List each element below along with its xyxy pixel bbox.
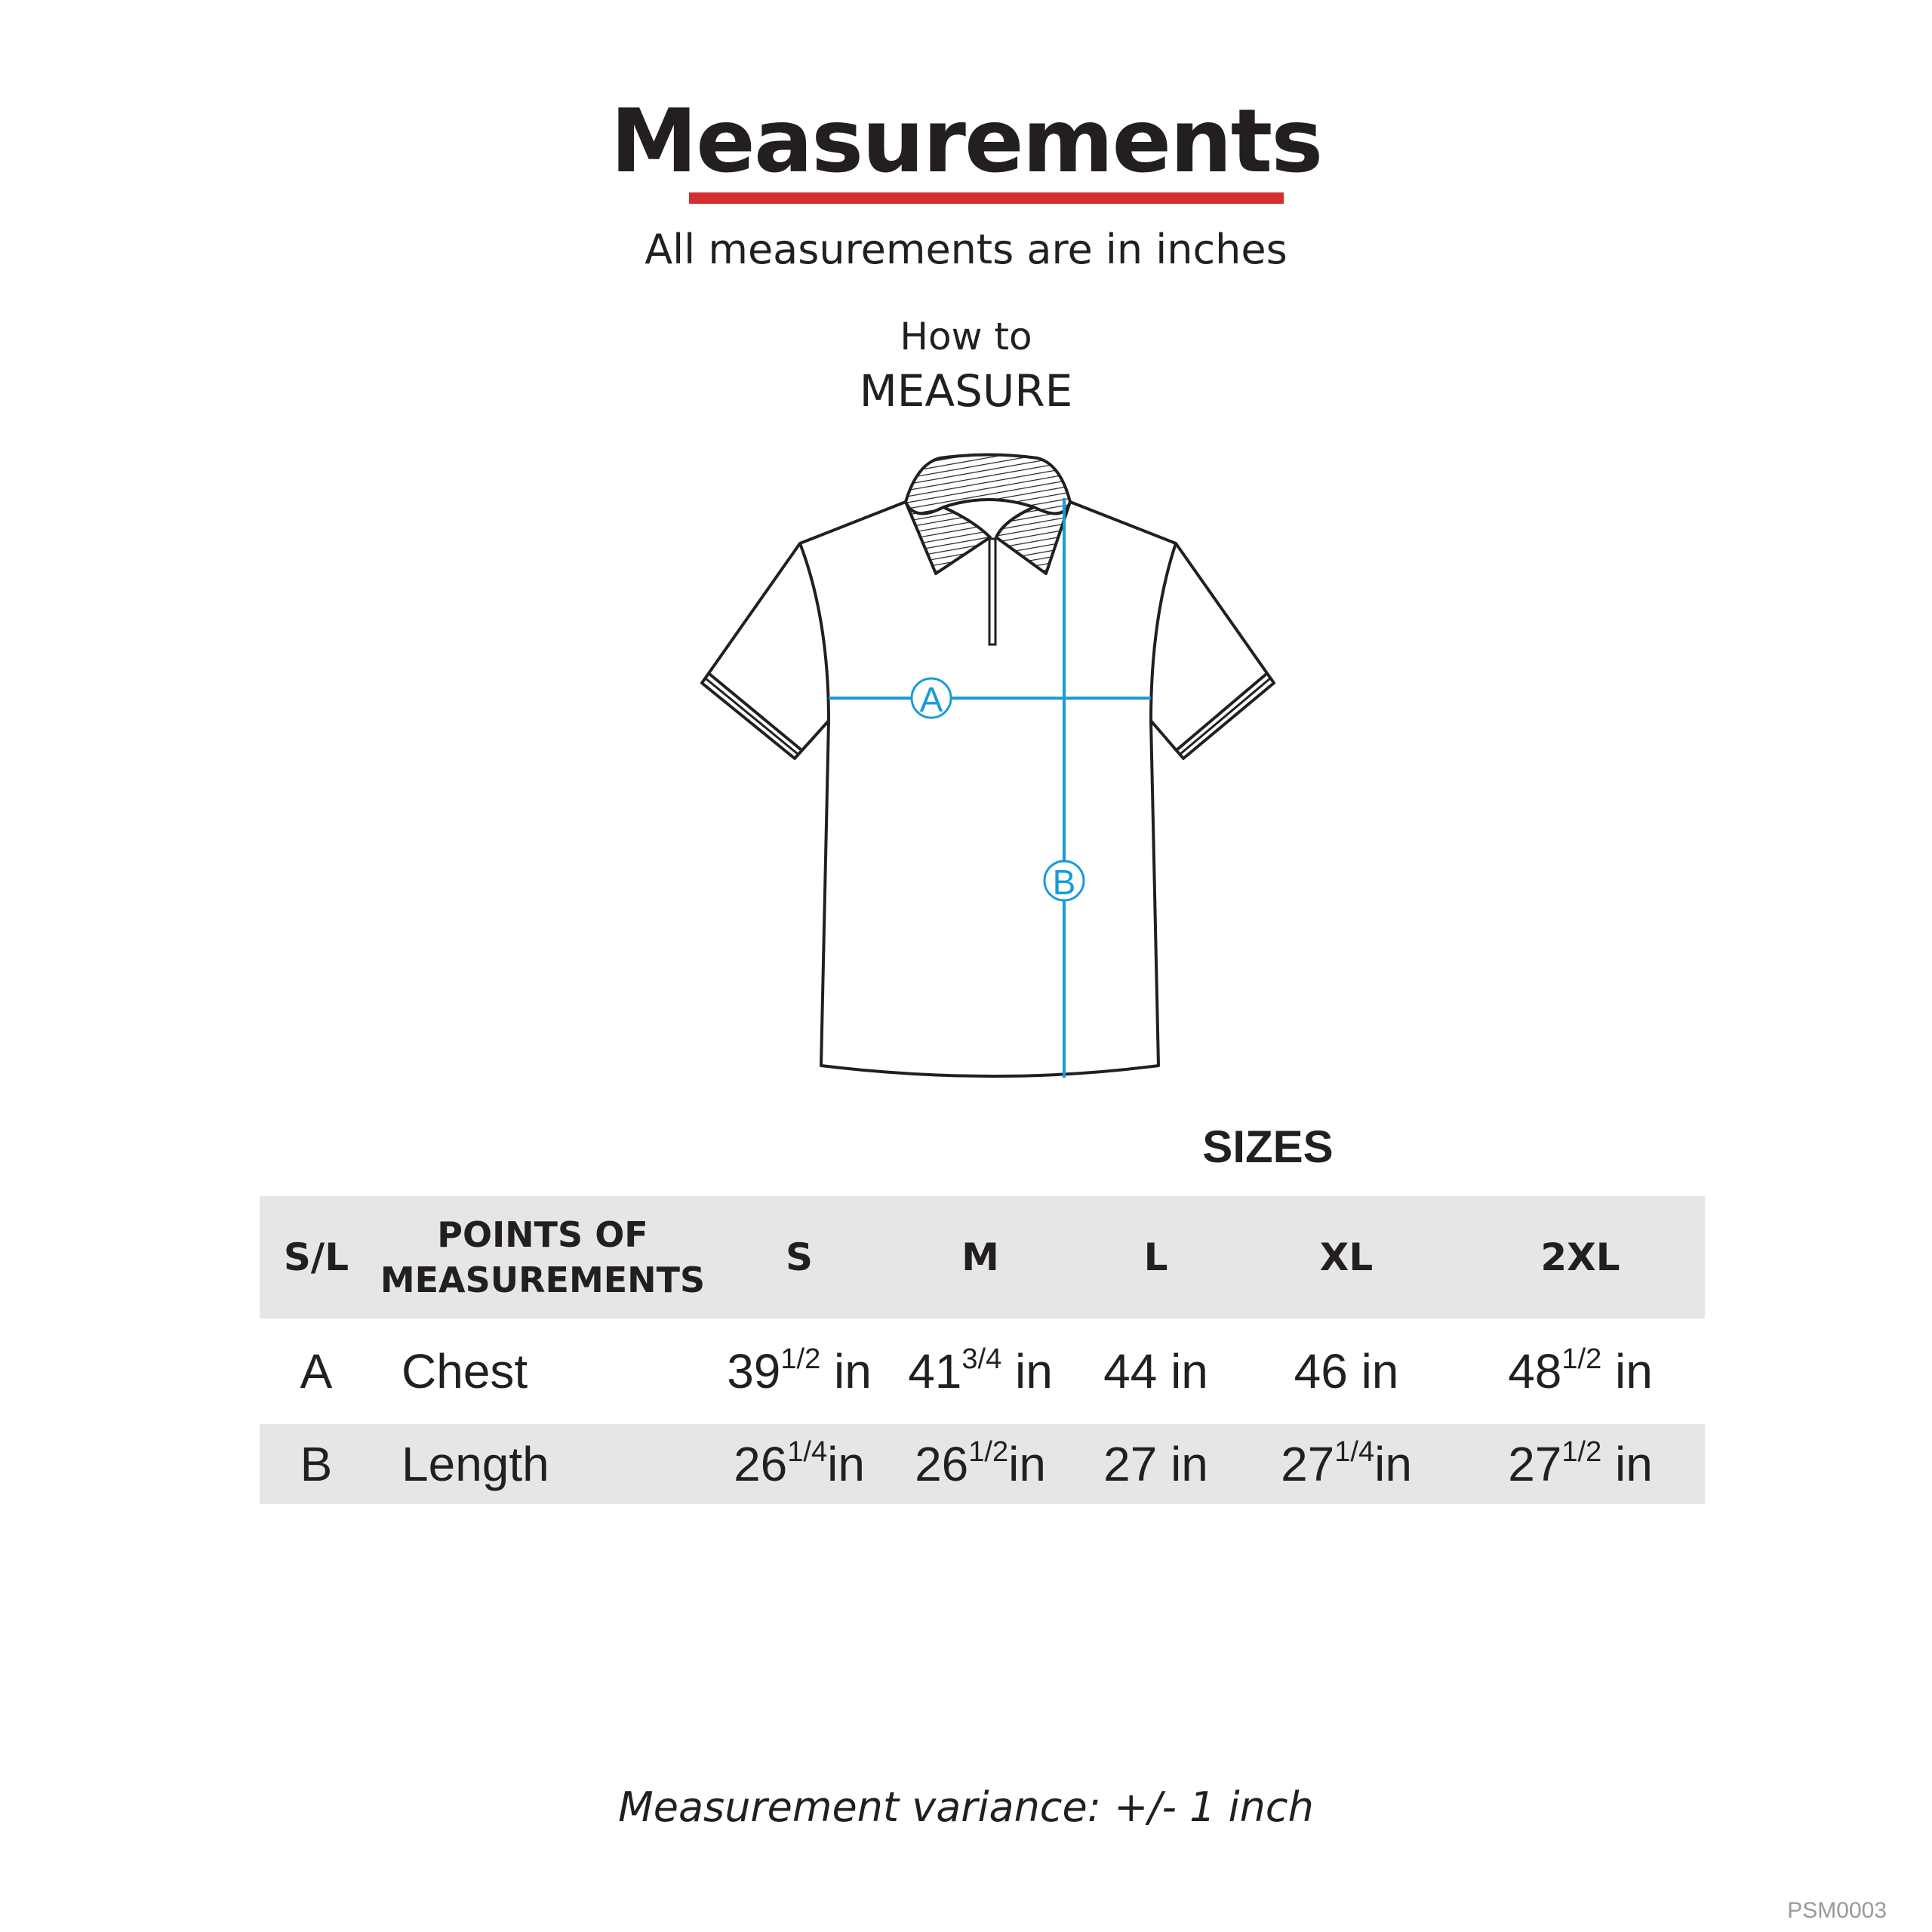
col-header-s: S xyxy=(712,1196,886,1318)
col-header-points-line2: MEASUREMENTS xyxy=(380,1260,706,1300)
col-header-points xyxy=(373,1196,712,1318)
row-sl: B xyxy=(260,1424,373,1504)
col-header-2xl: 2XL xyxy=(1456,1196,1705,1318)
cell-2xl: $48^{1/2}$ in xyxy=(1456,1318,1705,1424)
cell-l: 44 in xyxy=(1075,1318,1237,1424)
table-row xyxy=(260,1318,1705,1424)
cell-l: 27 in xyxy=(1075,1424,1237,1504)
page-title: Measurements xyxy=(610,91,1322,192)
col-header-sl: S/L xyxy=(260,1196,373,1318)
cell-m: $26^{1/2}in$ xyxy=(886,1424,1075,1504)
cell-s: $39^{1/2}$ in xyxy=(712,1318,886,1424)
cell-xl: 46 in xyxy=(1237,1318,1456,1424)
table-row xyxy=(260,1424,1705,1504)
variance-note: Measurement variance: +/- 1 inch xyxy=(618,1783,1314,1831)
label-b: B xyxy=(1052,863,1076,902)
label-a: A xyxy=(919,680,943,719)
cell-2xl: $27^{1/2}$ in xyxy=(1456,1424,1705,1504)
product-code: PSM0003 xyxy=(1787,1898,1887,1923)
zipper-placket xyxy=(989,539,995,645)
units-note: All measurements are in inches xyxy=(645,226,1287,273)
cell-m: $41^{3/4}$ in xyxy=(886,1318,1075,1424)
shirt-outline xyxy=(702,502,1274,1076)
row-point: Length xyxy=(373,1424,712,1504)
row-sl: A xyxy=(260,1318,373,1424)
table-header-row xyxy=(260,1196,1705,1318)
cell-s: $26^{1/4}in$ xyxy=(712,1424,886,1504)
cell-xl: $27^{1/4}in$ xyxy=(1237,1424,1456,1504)
how-to-label: How to xyxy=(900,315,1032,358)
size-chart-table xyxy=(260,1196,1705,1504)
row-point: Chest xyxy=(373,1318,712,1424)
measure-label: MEASURE xyxy=(859,365,1073,417)
sizes-heading: SIZES xyxy=(1202,1121,1334,1172)
col-header-m: M xyxy=(886,1196,1075,1318)
col-header-l: L xyxy=(1075,1196,1237,1318)
col-header-xl: XL xyxy=(1237,1196,1456,1318)
col-header-points-line1: POINTS OF xyxy=(437,1214,648,1255)
